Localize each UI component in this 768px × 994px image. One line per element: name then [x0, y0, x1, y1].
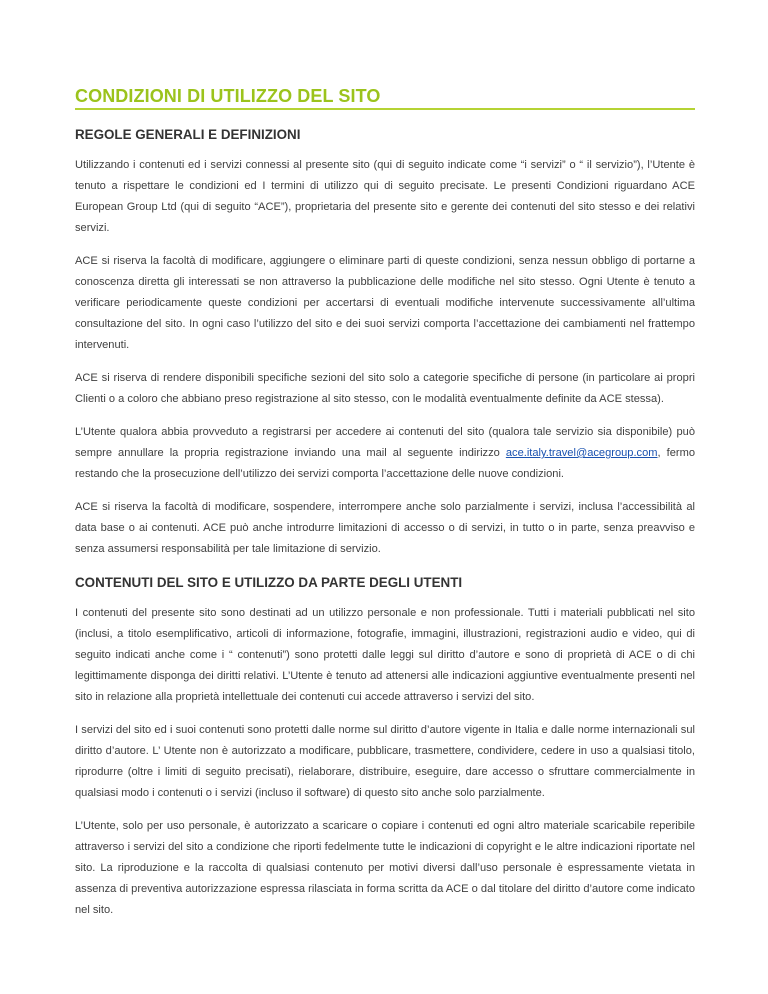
section-heading-general-rules: REGOLE GENERALI E DEFINIZIONI [75, 127, 301, 142]
paragraph-5: ACE si riserva la facoltà di modificare, sospendere, interrompere anche solo parzialmente i servizi, inclusa l’accessibilità al data base o ai contenuti. ACE può anche introdurre limitazioni di accesso o di servizi, in tutto o in parte, senza preavviso e senza assumersi responsabilità per tale limitazione di servizio. [75, 501, 695, 555]
paragraph-3: ACE si riserva di rendere disponibili specifiche sezioni del sito solo a categorie specifiche di persone (in particolare ai propri Clienti o a coloro che abbiano preso registrazione al sito stesso, con le modalità eventualmente definite da ACE stessa). [75, 372, 695, 405]
paragraph-1: Utilizzando i contenuti ed i servizi connessi al presente sito (qui di seguito indicate come “i servizi” o “ il servizio”), l’Utente è tenuto a rispettare le condizioni ed I termini di utilizzo qui di seguito precisate. Le presenti Condizioni riguardano ACE European Group Ltd (qui di seguito “ACE”), proprietaria del presente sito e gerente dei contenuti del sito stesso e dei relativi servizi. [75, 159, 695, 234]
paragraph-7: I servizi del sito ed i suoi contenuti sono protetti dalle norme sul diritto d’autore vigente in Italia e dalle norme internazionali sul diritto d’autore. L’ Utente non è autorizzato a modificare, pubblicare, trasmettere, condividere, cedere in uso a qualsiasi titolo, riprodurre (oltre i limiti di seguito precisati), rielaborare, distribuire, eseguire, dare accesso o sfruttare commercialmente in qualsiasi modo i contenuti o i servizi (incluso il software) di questo sito anche solo parzialmente. [75, 724, 695, 799]
paragraph-6: I contenuti del presente sito sono destinati ad un utilizzo personale e non professionale. Tutti i materiali pubblicati nel sito (inclusi, a titolo esemplificativo, articoli di informazione, fotografie, immagini, illustrazioni, registrazioni audio e video, qui di seguito indicati anche come i “ contenuti”) sono protetti dalle leggi sul diritto d’autore e sono di proprietà di ACE o di chi legittimamente disponga dei diritti relativi. L’Utente è tenuto ad attenersi alle indicazioni aggiuntive eventualmente presenti nel sito in relazione alla proprietà intellettuale dei contenuti cui accede attraverso i servizi del sito. [75, 607, 695, 703]
paragraph-4-text-after: , fermo restando che la prosecuzione dell’utilizzo dei servizi comporta l’accettazione delle nuove condizioni. [75, 447, 695, 480]
section-heading-site-contents: CONTENUTI DEL SITO E UTILIZZO DA PARTE DEGLI UTENTI [75, 575, 463, 590]
paragraph-4-text-before: L’Utente qualora abbia provveduto a registrarsi per accedere ai contenuti del sito (qualora tale servizio sia disponibile) può sempre annullare la propria registrazione inviando una mail al seguente indirizzo [75, 426, 695, 459]
page-title: CONDIZIONI DI UTILIZZO DEL SITO [75, 85, 695, 110]
paragraph-4 [75, 422, 695, 485]
paragraph-2: ACE si riserva la facoltà di modificare, aggiungere o eliminare parti di queste condizioni, senza nessun obbligo di portarne a conoscenza diretta gli interessati se non attraverso la pubblicazione delle modifiche nel sito stesso. Ogni Utente è tenuto a verificare periodicamente queste condizioni per accertarsi di eventuali modifiche intervenute successivamente all’ultima consultazione del sito. In ogni caso l’utilizzo del sito e dei suoi servizi comporta l’accettazione dei cambiamenti nel frattempo intervenuti. [75, 255, 695, 351]
email-link[interactable]: ace.italy.travel@acegroup.com [505, 447, 658, 459]
document-page [75, 85, 695, 921]
paragraph-8: L’Utente, solo per uso personale, è autorizzato a scaricare o copiare i contenuti ed ogni altro materiale scaricabile reperibile attraverso i servizi del sito a condizione che riporti fedelmente tutte le indicazioni di copyright e le altre indicazioni riportate nel sito. La riproduzione e la raccolta di qualsiasi contenuto per motivi diversi dall’uso personale è espressamente vietata in assenza di preventiva autorizzazione espressa rilasciata in forma scritta da ACE o dal titolare del diritto d’autore come indicato nel sito. [75, 820, 695, 916]
